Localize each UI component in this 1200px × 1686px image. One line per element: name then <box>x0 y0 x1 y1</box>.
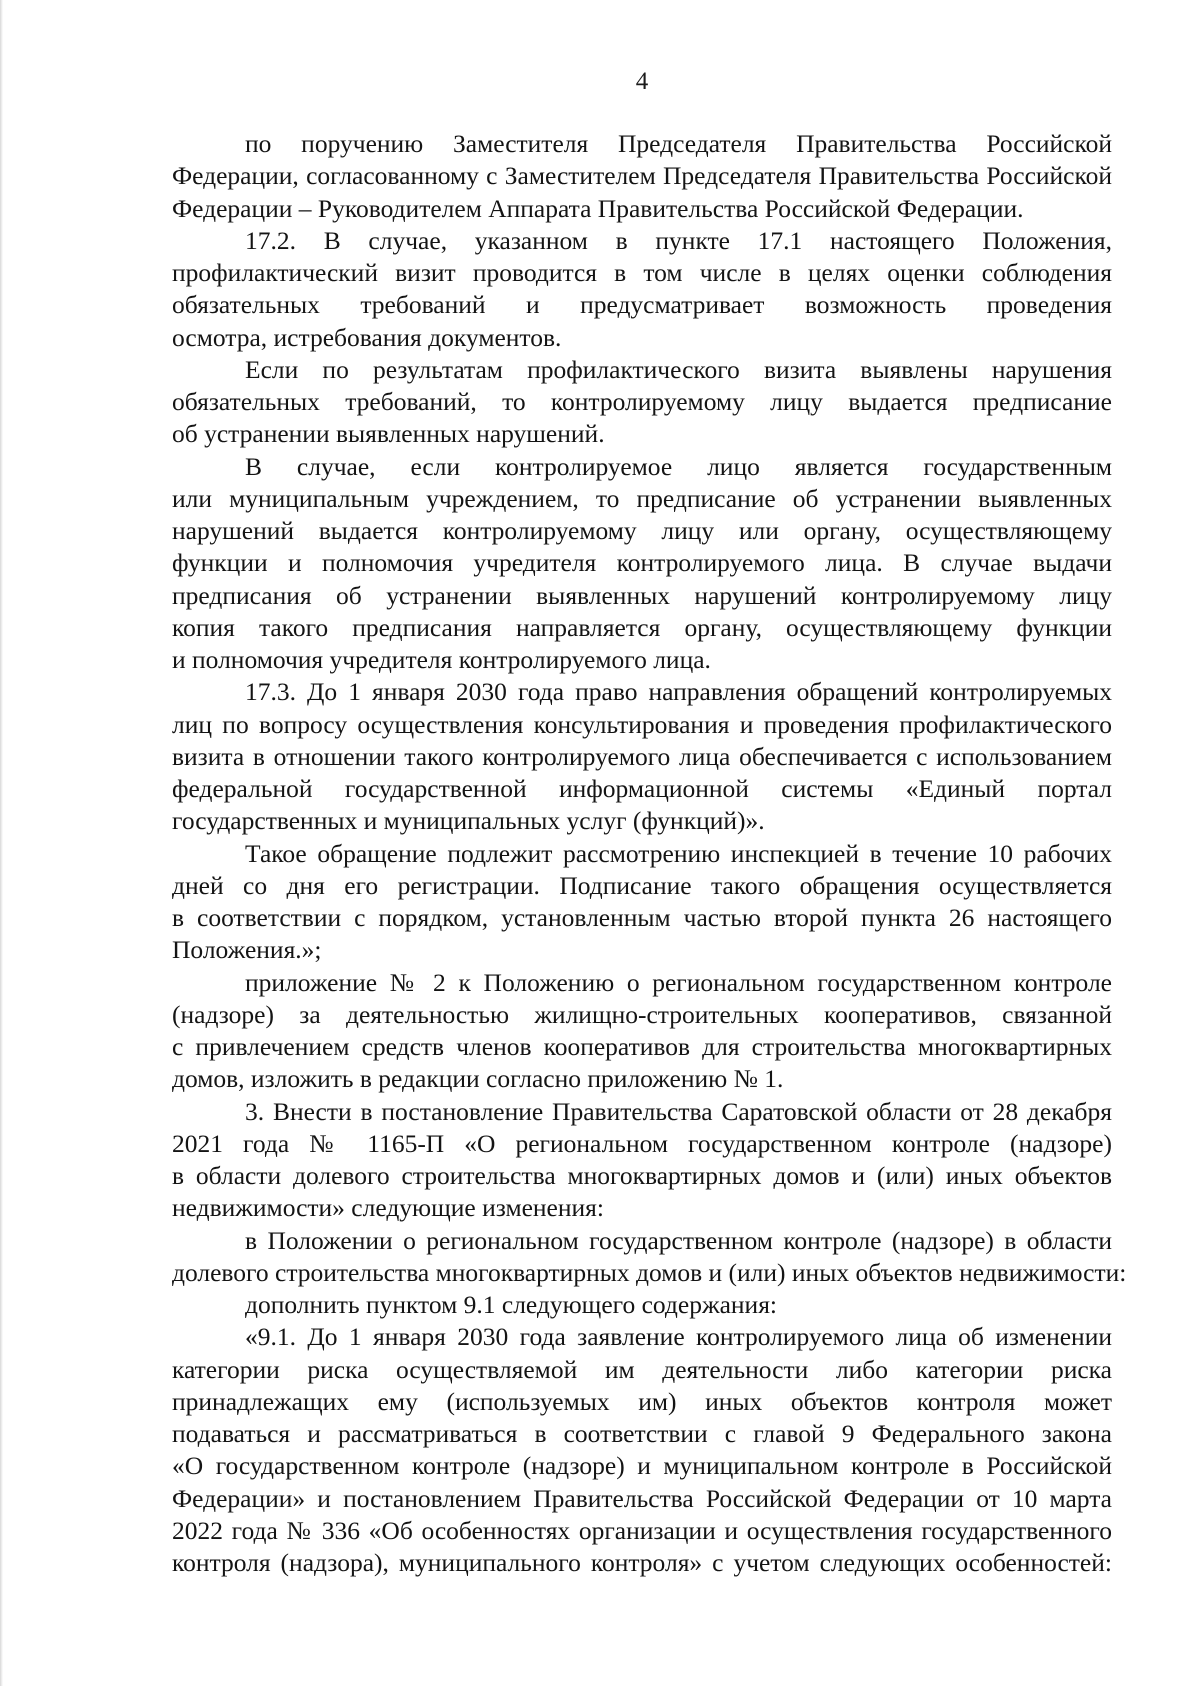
text-line: категории риска осуществляемой им деятельности либо категории риска <box>172 1354 1112 1384</box>
text-line: «9.1. До 1 января 2030 года заявление контролируемого лица об изменении <box>245 1322 1112 1352</box>
text-line: обязательных требований и предусматривает возможность проведения <box>172 290 1112 320</box>
text-line: в Положении о региональном государственном контроле (надзоре) в области <box>245 1225 1112 1255</box>
text-line: долевого строительства многоквартирных домов и (или) иных объектов недвижимости: <box>172 1257 1127 1287</box>
text-line: копия такого предписания направляется органу, осуществляющему функции <box>172 612 1112 642</box>
text-line: подаваться и рассматриваться в соответствии с главой 9 Федерального закона <box>172 1419 1112 1448</box>
text-line: Федерации – Руководителем Аппарата Правительства Российской Федерации. <box>172 193 1024 223</box>
text-line: обязательных требований, то контролируемому лицу выдается предписание <box>172 387 1112 416</box>
text-line: федеральной государственной информационной системы «Единый портал <box>172 774 1112 803</box>
text-line: «О государственном контроле (надзоре) и муниципальном контроле в Российской <box>172 1451 1112 1481</box>
text-line: в области долевого строительства многоквартирных домов и (или) иных объектов <box>172 1161 1112 1190</box>
text-line: недвижимости» следующие изменения: <box>172 1193 604 1223</box>
text-line: государственных и муниципальных услуг (функций)». <box>172 806 765 836</box>
text-line: Федерации» и постановлением Правительства Российской Федерации от 10 марта <box>172 1483 1112 1513</box>
text-line: в соответствии с порядком, установленным частью второй пункта 26 настоящего <box>172 903 1112 932</box>
text-line: (надзоре) за деятельностью жилищно-строительных кооперативов, связанной <box>172 999 1112 1029</box>
text-line: дней со дня его регистрации. Подписание такого обращения осуществляется <box>172 870 1112 900</box>
text-line: функции и полномочия учредителя контролируемого лица. В случае выдачи <box>172 548 1112 578</box>
text-line: принадлежащих ему (используемых им) иных объектов контроля может <box>172 1386 1112 1416</box>
text-line: Такое обращение подлежит рассмотрению инспекцией в течение 10 рабочих <box>245 838 1112 868</box>
text-line: домов, изложить в редакции согласно приложению № 1. <box>172 1064 784 1094</box>
page-number: 4 <box>635 68 649 95</box>
text-line: Федерации, согласованному с Заместителем Председателя Правительства Российской <box>172 161 1112 191</box>
scan-edge <box>0 0 3 1686</box>
text-line: осмотра, истребования документов. <box>172 322 562 352</box>
text-line: 2022 года № 336 «Об особенностях организации и осуществления государственного <box>172 1515 1112 1545</box>
text-line: дополнить пунктом 9.1 следующего содержания: <box>245 1290 778 1319</box>
text-line: или муниципальным учреждением, то предписание об устранении выявленных <box>172 483 1112 513</box>
text-line: 3. Внести в постановление Правительства Саратовской области от 28 декабря <box>245 1096 1112 1126</box>
text-line: профилактический визит проводится в том числе в целях оценки соблюдения <box>172 258 1112 287</box>
text-line: В случае, если контролируемое лицо является государственным <box>245 451 1112 481</box>
text-line: приложение № 2 к Положению о региональном государственном контроле <box>245 967 1112 997</box>
text-line: 17.2. В случае, указанном в пункте 17.1 настоящего Положения, <box>245 225 1112 255</box>
text-line: 2021 года № 1165-П «О региональном государственном контроле (надзоре) <box>172 1128 1112 1158</box>
text-line: с привлечением средств членов кооперативов для строительства многоквартирных <box>172 1032 1112 1061</box>
document-body <box>172 128 1127 1579</box>
text-line: по поручению Заместителя Председателя Правительства Российской <box>245 129 1112 158</box>
text-line: 17.3. До 1 января 2030 года право направления обращений контролируемых <box>245 677 1112 707</box>
text-line: и полномочия учредителя контролируемого лица. <box>172 645 711 674</box>
text-line: Если по результатам профилактического визита выявлены нарушения <box>245 354 1112 384</box>
text-line: об устранении выявленных нарушений. <box>172 419 605 449</box>
text-line: визита в отношении такого контролируемого лица обеспечивается с использованием <box>172 741 1112 771</box>
text-line: предписания об устранении выявленных нарушений контролируемому лицу <box>172 580 1112 610</box>
text-line: Положения.»; <box>172 935 322 965</box>
text-line: нарушений выдается контролируемому лицу или органу, осуществляющему <box>172 516 1112 545</box>
text-line: лиц по вопросу осуществления консультирования и проведения профилактического <box>172 709 1112 739</box>
text-line: контроля (надзора), муниципального контроля» с учетом следующих особенностей: <box>172 1548 1112 1577</box>
